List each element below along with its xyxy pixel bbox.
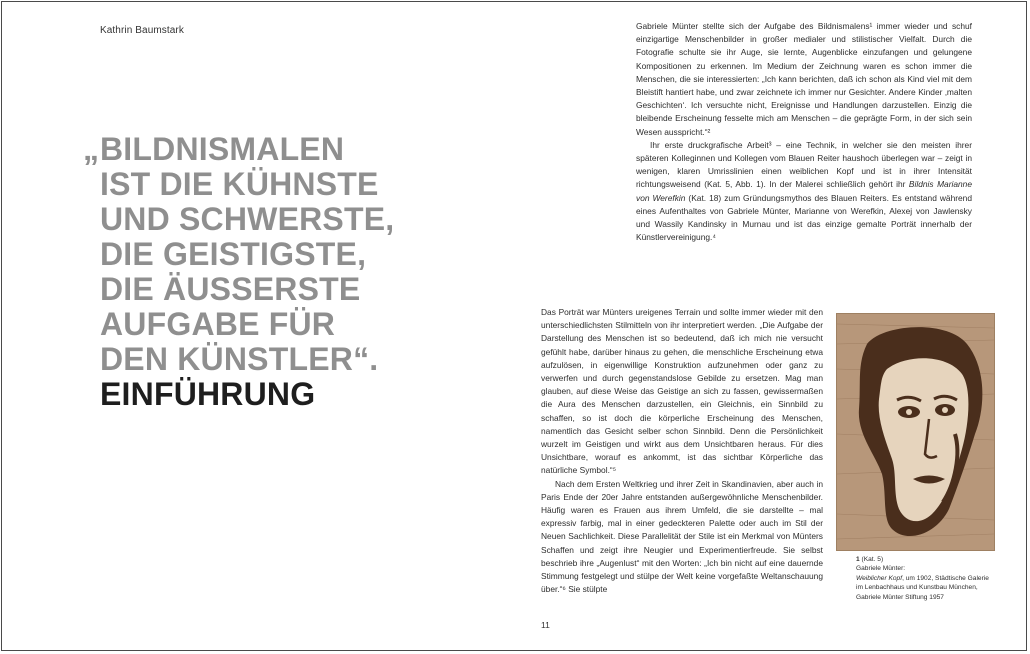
paragraph: Nach dem Ersten Weltkrieg und ihrer Zeit in Skandinavien, aber auch in Paris Ende der 20er Jahre entstanden außergewöhnliche Menschenbilder. Häufig waren es Frauen aus ihrem Umfeld, die sie darstellte – mal expressiv farbig, mal in einer gedeckteren Palette oder auch im Stil der Neuen Sachlichkeit. Diese Parallelität der Stile ist ein Merkmal von Münters Schaffen und zeigt ihre Neugier und Experimentierfreude. Sie selbst beschrieb ihre „Augenlust“ mit den Worten: „Ich bin nicht auf eine dauernde Stimmung festgelegt und stülpe der Welt keine vorgefaßte Weltanschauung über.“⁶ Sie stülpte <box>541 478 823 595</box>
text-column-bottom <box>541 306 823 596</box>
paragraph-text: (Kat. 18) zum Gründungsmythos des Blauen Reiters. Es entstand während eines Aufenthaltes von Gabriele Münter, Marianne von Werefkin, Alexej von Jawlensky und Wassily Kandinsky in Murnau und ist das einzige gemalte Porträt innerhalb der Künstlervereinigung.⁴ <box>636 192 972 243</box>
caption-title: Weiblicher Kopf <box>856 574 903 582</box>
caption-artist: Gabriele Münter: <box>856 565 906 573</box>
figure-number: 1 <box>856 556 860 563</box>
paragraph: Das Porträt war Münters ureigenes Terrain und sollte immer wieder mit den unterschiedlichsten Stilmitteln von ihr interpretiert werden. „Die Aufgabe der Darstellung des Menschen ist so bedeutend, daß ich mich nie versucht gefühlt habe, darüber hinaus zu gehen, die menschliche Erscheinung etwa aufzulösen, in eigenwillige Konstruktion aufzunehmen oder ganz zu verwerfen und durch gegenstandslose Gebilde zu ersetzen. Mag man glauben, auf diese Weise das Geistige an sich zu fassen, gewissermaßen die Aura des Menschen darzustellen, ein Gleichnis, ein Sinnbild zu schaffen, so ist doch die körperliche Erscheinung des Menschen, namentlich das Gesicht selber schon Sinnbild. Denn die Persönlichkeit wurzelt im Geistigen und wirkt aus dem Unsichtbaren heraus. Für dies Unsichtbare, worauf es ankommt, ist das sichtbar Körperliche das natürliche Symbol.“⁵ <box>541 307 823 476</box>
text-column-top <box>636 20 972 244</box>
quote-line: DIE ÄUSSERSTE <box>100 271 361 307</box>
woodcut-figure <box>836 313 995 551</box>
quote-open-mark: „ <box>83 131 100 167</box>
figure-caption <box>856 555 996 602</box>
paragraph: Gabriele Münter stellte sich der Aufgabe des Bildnismalens¹ immer wieder und schuf einzigartige Menschenbilder in großer medialer und stilistischer Vielfalt. Durch die Fotografie schulte sie ihr Auge, sie lernte, Augenblicke einzufangen und gelungene Kompositionen zu erkennen. Im Medium der Zeichnung waren es schon immer die Menschen, die sie interessierten: „Ich kann berichten, daß ich schon als Kind viel mit dem Bleistift hantiert habe, und zwar zeichnete ich immer nur Gesichter. Andere Kinder ‚malten Geschichten‘. Ich versuchte nicht, Ereignisse und Handlungen darzustellen. Einzig die bleibende Erscheinung fesselte mich am Menschen – die geprägte Form, in der sich sein Wesen ausspricht.“² <box>636 21 972 137</box>
paragraph <box>636 139 972 245</box>
woodcut-female-head-icon <box>837 314 994 550</box>
quote-line: IST DIE KÜHNSTE <box>100 166 379 202</box>
quote-line: AUFGABE FÜR <box>100 306 336 342</box>
paragraph-text: Ihr erste druckgrafische Arbeit³ – eine Technik, in welcher sie den meisten ihrer späteren Kolleginnen und Kollegen vom Blauen Reiter haushoch überlegen war – zeigt in wenigen, klaren Umrisslinien einen weiblichen Kopf und ist in ihrer Intensität richtungsweisend (Kat. 5, Abb. 1). In der Malerei schließlich gehört ihr <box>636 139 972 190</box>
caption-details: , um 1902, Städtische Galerie im Lenbachhaus und Kunstbau München, Gabriele Münter Stiftung 1957 <box>856 574 989 601</box>
pull-quote <box>83 131 395 412</box>
author-name: Kathrin Baumstark <box>100 25 184 36</box>
page-number: 11 <box>541 620 550 630</box>
quote-line: BILDNISMALEN <box>100 131 345 167</box>
artwork-title: Bildnis Marianne von Werefkin <box>636 179 972 203</box>
quote-line: UND SCHWERSTE, <box>100 201 395 237</box>
catalog-ref: (Kat. 5) <box>861 556 884 563</box>
quote-line: DIE GEISTIGSTE, <box>100 236 367 272</box>
quote-line: DEN KÜNSTLER“. <box>100 341 379 377</box>
section-heading: EINFÜHRUNG <box>100 376 316 412</box>
